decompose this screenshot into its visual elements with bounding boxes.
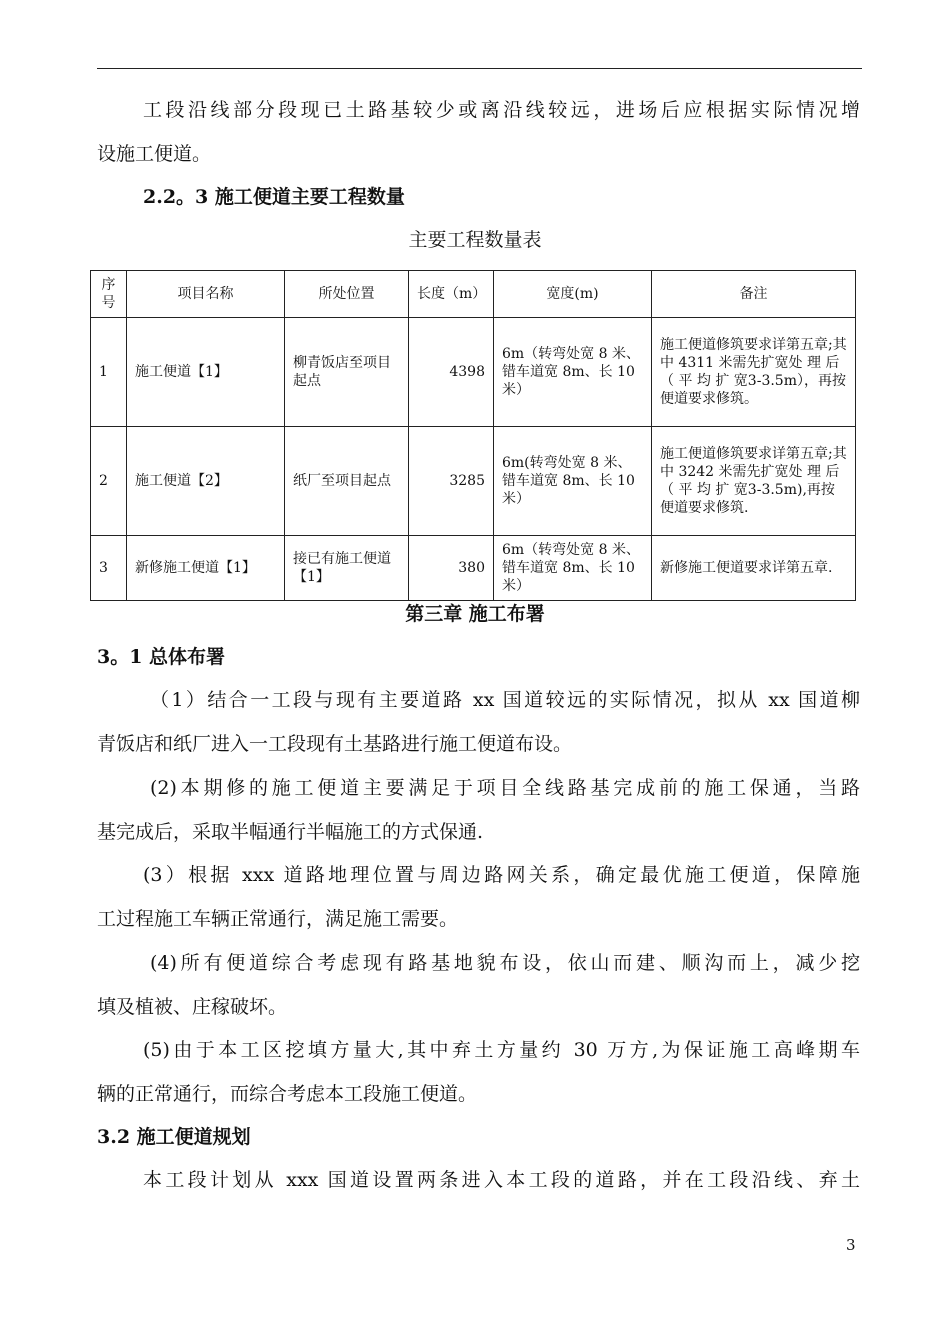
- paragraph-line: 本工段计划从 xxx 国道设置两条进入本工段的道路，并在工段沿线、弃土: [143, 1169, 860, 1191]
- paragraph-line: (3）根据 xxx 道路地理位置与周边路网关系，确定最优施工便道，保障施: [143, 864, 860, 886]
- table-cell-note: 施工便道修筑要求详第五章;其中 3242 米需先扩宽处 理 后（ 平 均 扩 宽3-3.5m),再按便道要求修筑.: [652, 427, 856, 536]
- paragraph-line: 设施工便道。: [97, 143, 212, 165]
- section-heading: 3。1 总体布署: [97, 646, 226, 668]
- table-header-cell: 长度（m）: [409, 271, 494, 318]
- table-cell-location: 纸厂至项目起点: [285, 427, 409, 536]
- table-header-cell: 项目名称: [127, 271, 285, 318]
- table-cell-index: 2: [91, 427, 127, 536]
- paragraph-line: (2)本期修的施工便道主要满足于项目全线路基完成前的施工保通，当路: [150, 777, 860, 799]
- table-cell-width: 6m（转弯处宽 8 米、错车道宽 8m、长 10 米）: [494, 318, 652, 427]
- table-cell-note: 施工便道修筑要求详第五章;其中 4311 米需先扩宽处 理 后（ 平 均 扩 宽3-3.5m），再按便道要求修筑。: [652, 318, 856, 427]
- paragraph-line: (4)所有便道综合考虑现有路基地貌布设，依山而建、顺沟而上，减少挖: [150, 952, 860, 974]
- paragraph-line: 辆的正常通行，而综合考虑本工段施工便道。: [97, 1083, 478, 1105]
- table-cell-width: 6m(转弯处宽 8 米、错车道宽 8m、长 10 米）: [494, 427, 652, 536]
- table-header-cell: 宽度(m): [494, 271, 652, 318]
- section-heading: 2.2。3 施工便道主要工程数量: [143, 186, 405, 208]
- table-cell-note: 新修施工便道要求详第五章.: [652, 536, 856, 601]
- chapter-title: 第三章 施工布署: [405, 603, 545, 625]
- table-cell-location: 柳青饭店至项目起点: [285, 318, 409, 427]
- table-cell-name: 新修施工便道【1】: [127, 536, 285, 601]
- paragraph-line: 基完成后，采取半幅通行半幅施工的方式保通.: [97, 821, 484, 843]
- table-cell-name: 施工便道【2】: [127, 427, 285, 536]
- page-number: 3: [846, 1236, 856, 1254]
- paragraph-line: 青饭店和纸厂进入一工段现有土基路进行施工便道布设。: [97, 733, 573, 755]
- paragraph-line: (5)由于本工区挖填方量大,其中弃土方量约 30 万方,为保证施工高峰期车: [143, 1039, 860, 1061]
- paragraph-line: 工过程施工车辆正常通行，满足施工需要。: [97, 908, 459, 930]
- paragraph-line: 填及植被、庄稼破坏。: [97, 996, 288, 1018]
- table-header-row: [91, 271, 856, 318]
- table-caption: 主要工程数量表: [408, 229, 542, 251]
- table-header-cell: 所处位置: [285, 271, 409, 318]
- table-cell-location: 接已有施工便道【1】: [285, 536, 409, 601]
- table-header-cell: 备注: [652, 271, 856, 318]
- paragraph-line: （1）结合一工段与现有主要道路 xx 国道较远的实际情况，拟从 xx 国道柳: [150, 689, 860, 711]
- quantity-table: [90, 270, 856, 601]
- table-cell-name: 施工便道【1】: [127, 318, 285, 427]
- table-header-cell: 序号: [91, 271, 127, 318]
- section-heading: 3.2 施工便道规划: [97, 1126, 251, 1148]
- table-cell-length: 4398: [409, 318, 494, 427]
- table-cell-index: 1: [91, 318, 127, 427]
- table-row: [91, 427, 856, 536]
- table-cell-length: 380: [409, 536, 494, 601]
- paragraph-line: 工段沿线部分段现已土路基较少或离沿线较远，进场后应根据实际情况增: [143, 99, 860, 121]
- table-cell-index: 3: [91, 536, 127, 601]
- header-rule: [97, 68, 862, 69]
- table-cell-length: 3285: [409, 427, 494, 536]
- table-row: [91, 318, 856, 427]
- table-cell-width: 6m（转弯处宽 8 米、错车道宽 8m、长 10 米）: [494, 536, 652, 601]
- table-row: [91, 536, 856, 601]
